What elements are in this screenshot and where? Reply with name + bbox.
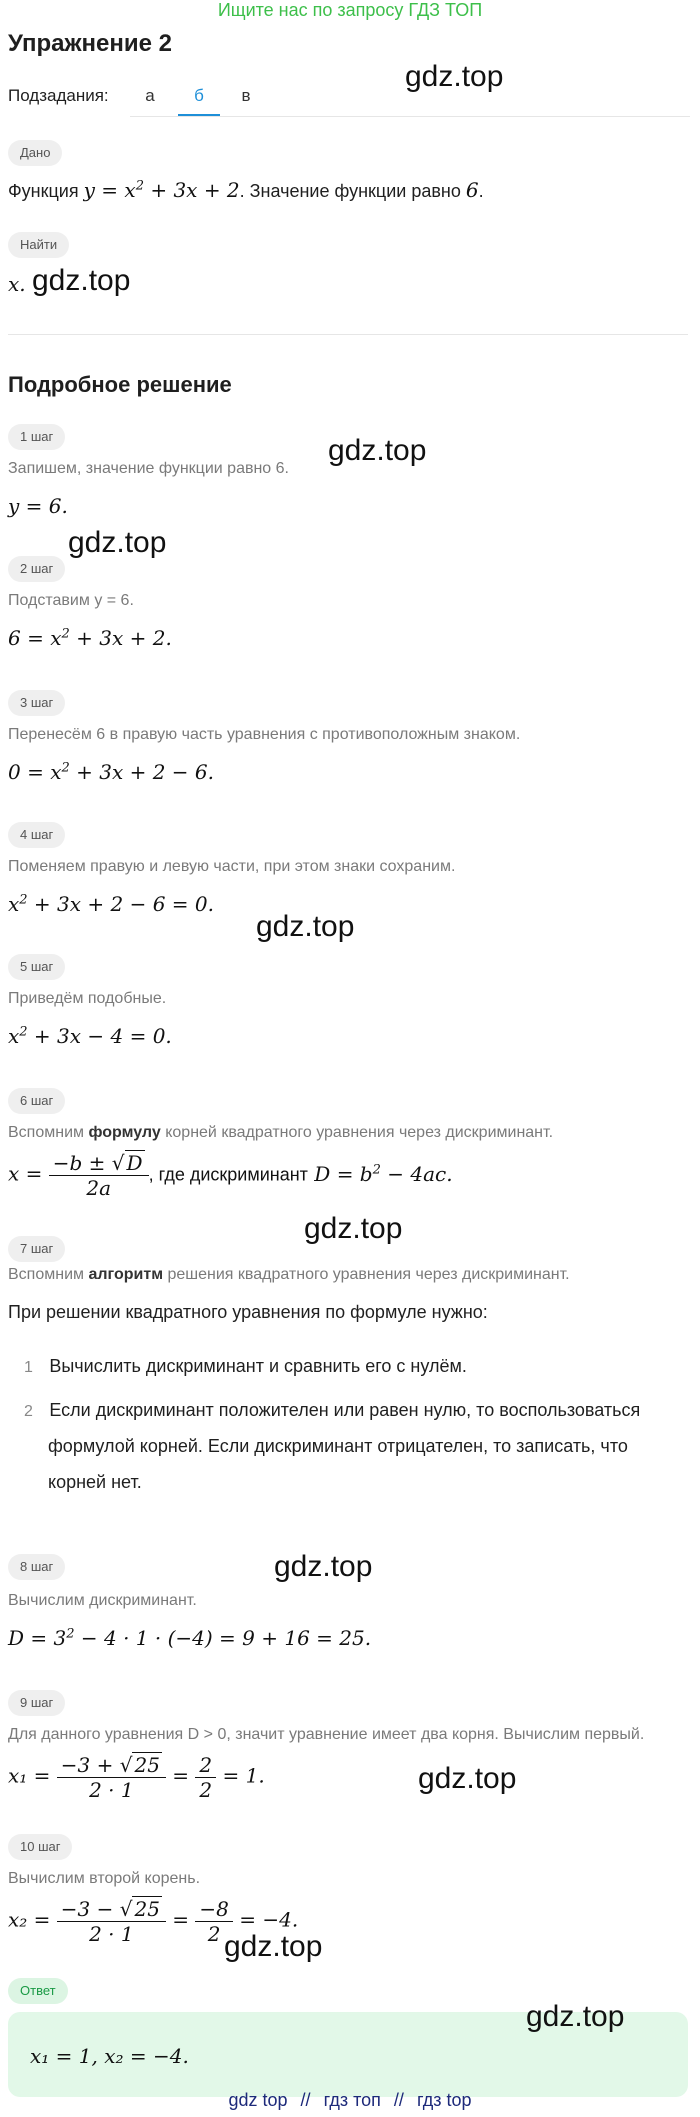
- step-math: $x^2 + 3x - 4 = 0$.: [8, 1024, 172, 1048]
- watermark: gdz.top: [328, 434, 427, 467]
- step-pill: 3 шаг: [8, 690, 65, 716]
- step-description: Приведём подобные.: [8, 990, 167, 1007]
- step-description: Для данного уравнения D > 0, значит уравнение имеет два корня. Вычислим первый.: [8, 1726, 645, 1743]
- find-formula: x.: [8, 272, 26, 296]
- subtasks-label: Подзадания:: [8, 86, 109, 105]
- search-hint-banner: Ищите нас по запросу ГДЗ ТОП: [217, 0, 483, 20]
- step-description: Перенесём 6 в правую часть уравнения с противоположным знаком.: [8, 726, 521, 743]
- given-text: Функция $y = x^2 + 3x + 2$. Значение функции равно 6.: [8, 178, 484, 202]
- watermark: gdz.top: [32, 264, 131, 297]
- find-pill: Найти: [8, 232, 69, 258]
- given-pill: Дано: [8, 140, 62, 166]
- step-description: Вычислим второй корень.: [8, 1870, 201, 1887]
- step-pill: 4 шаг: [8, 822, 65, 848]
- footer-link[interactable]: гдз топ: [323, 2090, 381, 2110]
- watermark: gdz.top: [224, 1930, 323, 1963]
- step-description: Вычислим дискриминант.: [8, 1592, 197, 1609]
- step-math: x₁ = $\frac{-3 + √ 25}{2 \cdot 1}$ = $\frac{2}{2}$ = 1.: [8, 1752, 265, 1802]
- list-item-line: формулой корней. Если дискриминант отрицателен, то записать, что: [48, 1436, 628, 1456]
- step-pill: 7 шаг: [8, 1236, 65, 1262]
- subtask-tab-a[interactable]: а: [145, 86, 155, 105]
- step-pill: 2 шаг: [8, 556, 65, 582]
- section-divider: [8, 334, 688, 335]
- step-pill: 10 шаг: [8, 1834, 72, 1860]
- subtask-tab-v[interactable]: в: [241, 86, 251, 105]
- step-math: $6 = x^2 + 3x + 2$.: [8, 626, 172, 650]
- step-description: Вспомним алгоритм решения квадратного уравнения через дискриминант.: [8, 1266, 570, 1283]
- footer-links: gdz top // гдз топ // гдз top: [228, 2090, 472, 2110]
- watermark: gdz.top: [526, 2000, 625, 2033]
- quadratic-formula-fraction: $\frac{-b \pm √ D}{2a}$: [49, 1150, 149, 1200]
- exercise-title: Упражнение 2: [8, 30, 172, 57]
- tabs-divider: [130, 116, 690, 117]
- list-item: 2 Если дискриминант положителен или равен нулю, то воспользоваться: [24, 1400, 641, 1420]
- algorithm-lead: При решении квадратного уравнения по формуле нужно:: [8, 1302, 488, 1322]
- footer-link[interactable]: гдз top: [416, 2090, 472, 2110]
- step-math: $D = 3^2 - 4 \cdot 1 \cdot (-4) = 9 + 16 = 25$.: [8, 1626, 372, 1650]
- step-math: x₂ = $\frac{-3 - √ 25}{2 \cdot 1}$ = $\frac{-8}{2}$ = −4.: [8, 1896, 299, 1946]
- step-description: Запишем, значение функции равно 6.: [8, 460, 289, 477]
- given-function-formula: $y = x^2 + 3x + 2$: [83, 178, 240, 202]
- step-math: x = $\frac{-b \pm √ D}{2a}$ , где дискриминант $D = b^2 - 4ac$.: [8, 1151, 453, 1200]
- step-pill: 6 шаг: [8, 1088, 65, 1114]
- step-description: Поменяем правую и левую части, при этом знаки сохраним.: [8, 858, 456, 875]
- solution-title: Подробное решение: [8, 372, 232, 397]
- step-pill: 9 шаг: [8, 1690, 65, 1716]
- watermark: gdz.top: [256, 910, 355, 943]
- watermark: gdz.top: [304, 1212, 403, 1245]
- list-item: 1 Вычислить дискриминант и сравнить его с нулём.: [24, 1356, 467, 1376]
- footer-link[interactable]: gdz top: [228, 2090, 288, 2110]
- step-description: Вспомним формулу корней квадратного уравнения через дискриминант.: [8, 1124, 554, 1141]
- step-pill: 1 шаг: [8, 424, 65, 450]
- list-item-line: корней нет.: [48, 1472, 142, 1492]
- watermark: gdz.top: [405, 60, 504, 93]
- step-math: y = 6.: [8, 494, 68, 518]
- step-math: $0 = x^2 + 3x + 2 - 6$.: [8, 760, 214, 784]
- step-math: $x^2 + 3x + 2 - 6 = 0$.: [8, 892, 214, 916]
- watermark: gdz.top: [274, 1550, 373, 1583]
- subtask-tab-b[interactable]: б: [194, 86, 204, 105]
- step-pill: 8 шаг: [8, 1554, 65, 1580]
- step-pill: 5 шаг: [8, 954, 65, 980]
- answer-pill: Ответ: [8, 1978, 68, 2004]
- step-description: Подставим y = 6.: [8, 592, 134, 609]
- watermark: gdz.top: [418, 1762, 517, 1795]
- answer-math: x₁ = 1, x₂ = −4.: [30, 2044, 189, 2068]
- watermark: gdz.top: [68, 526, 167, 559]
